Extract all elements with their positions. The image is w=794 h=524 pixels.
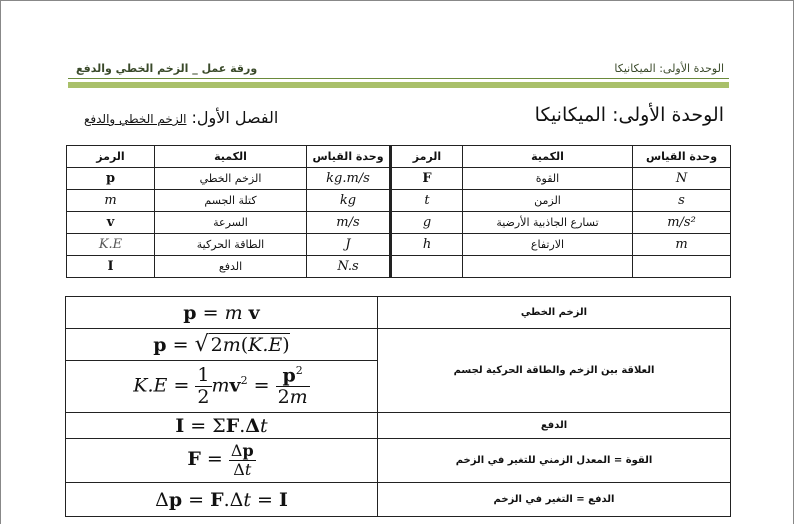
unit-cell: m/s (307, 212, 391, 234)
quantity-cell: السرعة (155, 212, 307, 234)
unit-cell: N (633, 168, 731, 190)
formula-force-rate: F = $\frac{\Delta p}{\Delta t}$ (66, 439, 378, 483)
units-table (66, 145, 731, 278)
unit-cell: s (633, 190, 731, 212)
formula-label: العلاقة بين الزخم والطاقة الحركية لجسم (378, 329, 731, 413)
formula-row (66, 329, 731, 361)
header-quantity: الكمية (155, 146, 307, 168)
header-rule-thin (68, 78, 729, 79)
formula-label: الدفع (378, 413, 731, 439)
table-row (67, 190, 731, 212)
symbol-cell: K.E (67, 234, 155, 256)
header-worksheet-title: ورقة عمل _ الزخم الخطي والدفع (76, 62, 258, 75)
formula-impulse-momentum-change: Δp = F.Δt = I (66, 483, 378, 517)
formulas-table (65, 296, 731, 517)
formula-label: الدفع = التغير في الزخم (378, 483, 731, 517)
formula-momentum: p = m v (66, 297, 378, 329)
quantity-cell: الارتفاع (463, 234, 633, 256)
header-unit: وحدة القياس (307, 146, 391, 168)
formula-row (66, 297, 731, 329)
quantity-cell: الدفع (155, 256, 307, 278)
symbol-cell: g (391, 212, 463, 234)
header-symbol: الرمز (67, 146, 155, 168)
table-row (67, 212, 731, 234)
quantity-cell: القوة (463, 168, 633, 190)
quantity-cell: الزمن (463, 190, 633, 212)
fraction-one-half: $\frac{1}{2}$ (197, 364, 210, 408)
symbol-cell: v (67, 212, 155, 234)
symbol-cell: m (67, 190, 155, 212)
fraction-dp-dt: $\frac{\Delta p}{\Delta t}$ (230, 441, 254, 479)
quantity-cell: تسارع الجاذبية الأرضية (463, 212, 633, 234)
unit-cell: kg (307, 190, 391, 212)
formula-row (66, 413, 731, 439)
chapter-subtitle: الزخم الخطي والدفع (84, 112, 187, 126)
chapter-title (84, 108, 278, 127)
symbol-cell: t (391, 190, 463, 212)
unit-cell: kg.m/s (307, 168, 391, 190)
unit-cell: m (633, 234, 731, 256)
formula-row (66, 439, 731, 483)
formula-row (66, 483, 731, 517)
header-unit: وحدة القياس (633, 146, 731, 168)
symbol-cell: F (391, 168, 463, 190)
quantity-cell: كتلة الجسم (155, 190, 307, 212)
symbol-cell: h (391, 234, 463, 256)
table-row (67, 168, 731, 190)
table-row (67, 234, 731, 256)
header-quantity: الكمية (463, 146, 633, 168)
table-header-row (67, 146, 731, 168)
unit-title: الوحدة الأولى: الميكانيكا (534, 104, 724, 126)
table-row (67, 256, 731, 278)
quantity-cell: الزخم الخطي (155, 168, 307, 190)
header-rule-thick (68, 82, 729, 88)
formula-momentum-energy-sqrt: p = √ 2m(K.E) (66, 329, 378, 361)
chapter-prefix: الفصل الأول: (191, 108, 279, 127)
unit-cell: m/s² (633, 212, 731, 234)
header-unit-title: الوحدة الأولى: الميكانيكا (614, 62, 724, 75)
symbol-cell: p (67, 168, 155, 190)
fraction-p2-2m: $\frac{p^2}{2m}$ (277, 363, 308, 409)
unit-cell (633, 256, 731, 278)
quantity-cell: الطاقة الحركية (155, 234, 307, 256)
unit-cell: N.s (307, 256, 391, 278)
unit-cell: J (307, 234, 391, 256)
formula-label: القوة = المعدل الزمني للتغير في الزخم (378, 439, 731, 483)
symbol-cell (391, 256, 463, 278)
formula-impulse: I = ΣF.Δt (66, 413, 378, 439)
formula-kinetic-energy: K.E = $\frac{1}{2}$ $mv^2$ = $\frac{p^2}{2m}$ (66, 361, 378, 413)
formula-label: الزخم الخطي (378, 297, 731, 329)
quantity-cell (463, 256, 633, 278)
header-symbol: الرمز (391, 146, 463, 168)
symbol-cell: I (67, 256, 155, 278)
